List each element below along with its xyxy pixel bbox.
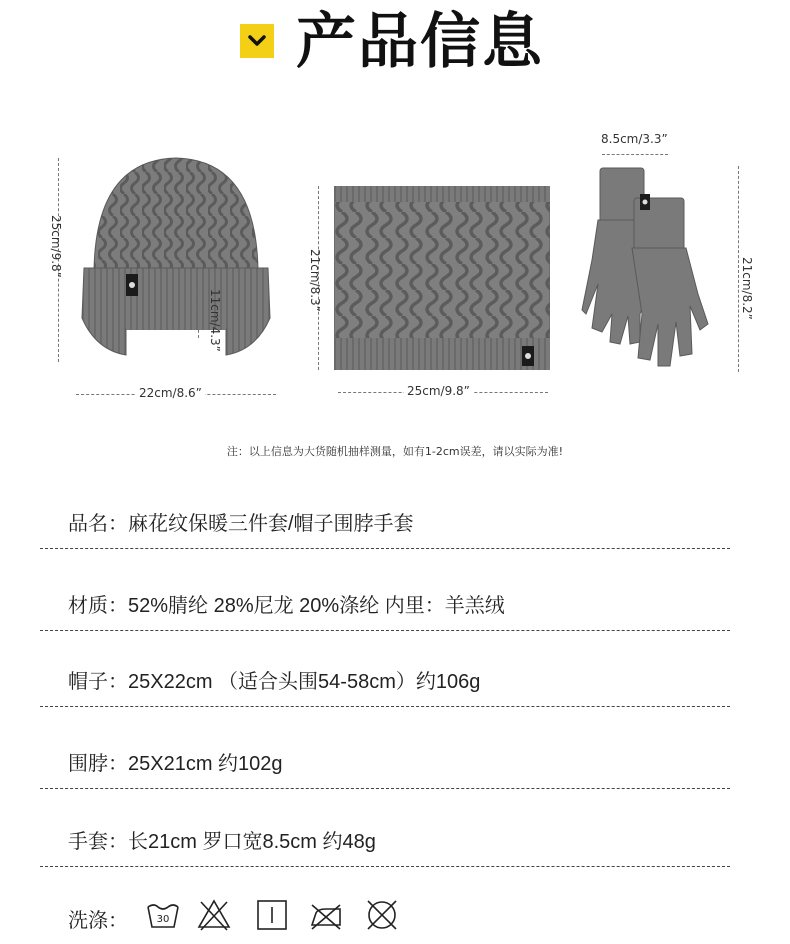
scarf-width-label: 25cm/9.8” [404,384,473,398]
hat-height-label: 25cm/9.8” [49,215,63,278]
gloves-cuff-line [602,154,668,155]
measurement-note: 注：以上信息为大货随机抽样测量，如有1-2cm误差，请以实际为准! [226,445,564,458]
spec-row-gloves [40,826,730,867]
hat-brim-line [198,278,199,338]
hat-width-label: 22cm/8.6” [136,386,205,400]
spec-row-hat [40,666,730,707]
wash-temperature: 30 [156,914,170,925]
hat-image [76,150,276,370]
spec-gloves: 手套：长21cm 罗口宽8.5cm 约48g [68,831,376,853]
spec-row-scarf [40,748,730,789]
wash-30-icon [145,897,181,933]
no-dry-clean-icon [364,897,400,933]
wash-label: 洗涤： [68,910,128,932]
page-title: 产品信息 [296,7,544,77]
gloves-image [580,164,726,378]
spec-name: 品名：麻花纹保暖三件套/帽子围脖手套 [68,513,414,535]
spec-row-material [40,590,730,631]
scarf-height-label: 21cm/8.3” [308,249,322,312]
line-dry-icon [254,897,290,933]
hat-brim-label: 11cm/4.3” [208,289,222,352]
page-header [0,0,790,90]
gloves-length-line [738,166,739,372]
gloves-cuff-label: 8.5cm/3.3” [598,132,671,146]
spec-row-name [40,508,730,549]
gloves-length-label: 21cm/8.2” [740,257,754,320]
no-iron-icon [308,897,344,933]
scarf-image [334,186,550,370]
spec-scarf: 围脖：25X21cm 约102g [68,753,283,775]
title-badge [240,24,274,58]
chevron-down-icon [247,33,267,49]
spec-material: 材质：52%腈纶 28%尼龙 20%涤纶 内里：羊羔绒 [68,595,505,617]
spec-hat: 帽子：25X22cm （适合头围54-58cm）约106g [68,671,481,693]
no-bleach-icon [196,897,232,933]
